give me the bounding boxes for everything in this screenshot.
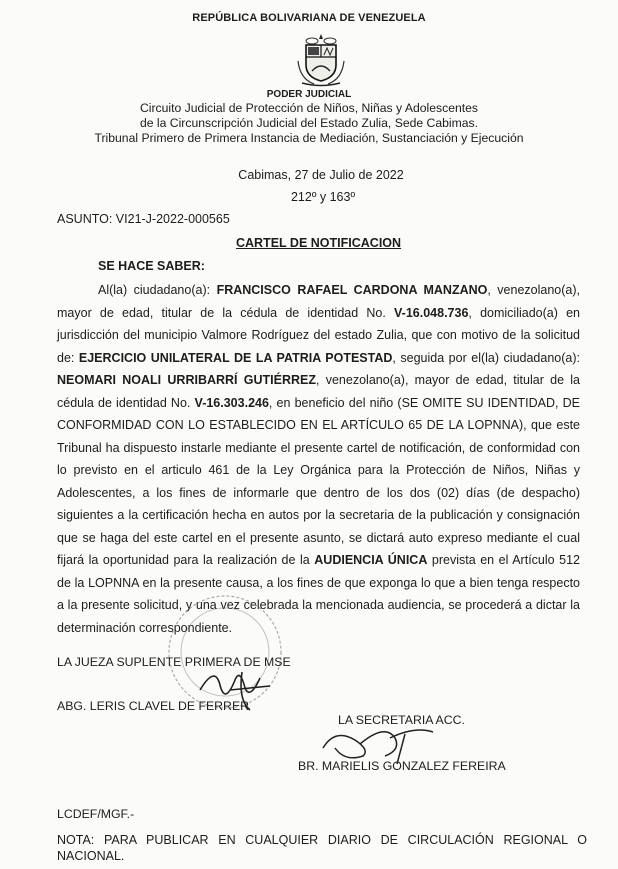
coat-of-arms-seal <box>292 31 350 87</box>
notice-body <box>57 279 580 639</box>
judge-name: ABG. LERIS CLAVEL DE FERRER <box>57 699 250 713</box>
independence-years: 212º y 163º <box>290 190 356 204</box>
country-heading: REPÚBLICA BOLIVARIANA DE VENEZUELA <box>192 12 426 24</box>
body-text-segment: prevista en el Artículo 512 de la LOPNNA en la presente causa, a los fines de que exponga lo que a bien tenga respecto a la presente solicitud, y una vez celebrada la mencionada audiencia, se procederá a dictar la determinación correspondiente. <box>57 553 580 635</box>
court-line-1: Circuito Judicial de Protección de Niños, Niñas y Adolescentes <box>139 101 479 115</box>
applicant-name: NEOMARI NOALI URRIBARRÍ GUTIÉRREZ <box>57 373 317 387</box>
document-title: CARTEL DE NOTIFICACION <box>236 236 402 250</box>
body-text-segment: , seguida por el(la) ciudadano(a): <box>392 350 580 365</box>
publication-note: NOTA: PARA PUBLICAR EN CUALQUIER DIARIO DE CIRCULACIÓN REGIONAL O NACIONAL. <box>57 833 587 863</box>
body-text-segment: , venezolano(a), mayor de edad, titular de la cédula de identidad No. <box>57 373 580 410</box>
notified-person-name: FRANCISCO RAFAEL CARDONA MANZANO <box>216 283 488 297</box>
place-date: Cabimas, 27 de Julio de 2022 <box>238 168 404 182</box>
se-hace-saber-heading: SE HACE SABER: <box>98 259 205 273</box>
judicial-branch-heading: PODER JUDICIAL <box>266 89 352 100</box>
judge-title: LA JUEZA SUPLENTE PRIMERA DE MSE <box>57 655 291 669</box>
applicant-id: V-16.303.246 <box>194 395 269 410</box>
secretary-title: LA SECRETARIA ACC. <box>338 713 465 727</box>
secretary-name: BR. MARIELIS GONZALEZ FEREIRA <box>298 759 506 773</box>
hearing-name: AUDIENCIA ÚNICA <box>314 553 428 567</box>
body-text-segment: , venezolano(a), mayor de edad, titular de la cédula de identidad No. <box>57 283 580 320</box>
court-line-2: de la Circunscripción Judicial del Estado Zulia, Sede Cabimas. <box>139 116 479 130</box>
court-line-3: Tribunal Primero de Primera Instancia de Mediación, Sustanciación y Ejecución <box>94 131 524 145</box>
body-text-segment: , domiciliado(a) en jurisdicción del municipio Valmore Rodríguez del estado Zulia, que con motivo de la solicitud de: <box>57 305 580 365</box>
body-text-segment: Al(la) ciudadano(a): <box>98 283 217 297</box>
drafter-initials: LCDEF/MGF.- <box>57 807 135 821</box>
body-text-segment: , en beneficio del niño (SE OMITE SU IDENTIDAD, DE CONFORMIDAD CON LO ESTABLECIDO EN EL ARTÍCULO 65 DE LA LOPNNA), que este Tribunal ha dispuesto instarle mediante el presente cartel de notificación, de conformidad con lo previsto en el articulo 461 de la Ley Orgánica para la Protección de Niños, Niñas y Adolescentes, a los fines de informarle que dentro de los dos (02) días (de despacho) siguientes a la certificación hecha en autos por la secretaria de la publicación y consignación que se haga del este cartel en el presente asunto, se dictará auto expreso mediante el cual fijará la oportunidad para la realización de la <box>57 395 581 567</box>
case-number: ASUNTO: VI21-J-2022-000565 <box>57 212 230 226</box>
case-matter: EJERCICIO UNILATERAL DE LA PATRIA POTESTAD <box>78 350 393 365</box>
notified-person-id: V-16.048.736 <box>394 305 469 320</box>
